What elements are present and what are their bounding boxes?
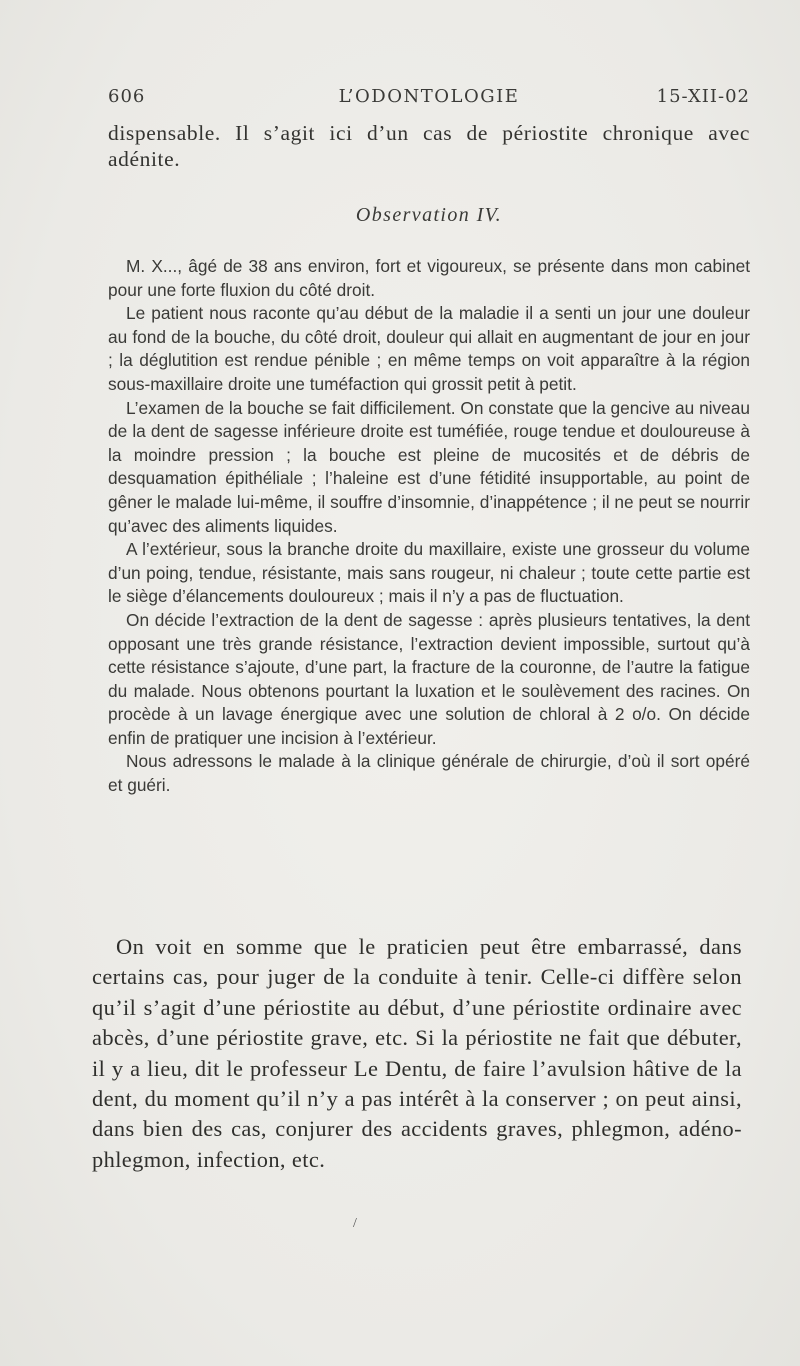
intro-paragraph: dispensable. Il s’agit ici d’un cas de périostite chronique avec adénite. <box>108 121 750 171</box>
observation-paragraph: Nous adressons le malade à la clinique générale de chirurgie, d’où il sort opéré et guéri. <box>108 751 750 796</box>
page-number: 606 <box>108 86 146 107</box>
issue-date: 15-XII-02 <box>656 86 750 107</box>
conclusion-section <box>92 932 742 1175</box>
observation-body <box>108 255 750 798</box>
observation-paragraph: L’examen de la bouche se fait difficilement. On constate que la gencive au niveau de la dent de sagesse inférieure droite est tuméfiée, rouge tendue et douloureuse à la moindre pression ; la bouche est pleine de mucosités et de débris de desquamation épithéliale ; l’haleine est d’une fétidité insupportable, au point de gêner le malade lui-même, il souffre d’insomnie, d’inappétence ; il ne peut se nourrir qu’avec des aliments liquides. <box>108 397 750 536</box>
footer-mark: / <box>353 1216 357 1231</box>
journal-title: L’ODONTOLOGIE <box>338 86 520 107</box>
observation-paragraph: A l’extérieur, sous la branche droite du maxillaire, existe une grosseur du volume d’un poing, tendue, résistante, mais sans rougeur, ni chaleur ; toute cette partie est le siège d’élancements douloureux ; mais il n’y a pas de fluctuation. <box>108 539 750 607</box>
observation-paragraph: Le patient nous raconte qu’au début de la maladie il a senti un jour une douleur au fond de la bouche, du côté droit, douleur qui allait en augmentant de jour en jour ; la déglutition est rendue pénible ; en même temps on voit apparaître à la région sous-maxillaire droite une tuméfaction qui grossit petit à petit. <box>108 303 750 394</box>
running-header <box>108 86 750 114</box>
observation-title: Observation IV. <box>355 204 503 226</box>
observation-paragraph: M. X..., âgé de 38 ans environ, fort et vigoureux, se présente dans mon cabinet pour une forte fluxion du côté droit. <box>108 256 750 300</box>
conclusion-paragraph: On voit en somme que le praticien peut être embarrassé, dans certains cas, pour juger de la conduite à tenir. Celle-ci diffère selon qu’il s’agit d’une périostite au début, d’une périostite ordinaire avec abcès, d’une périostite grave, etc. Si la périostite ne fait que débuter, il y a lieu, dit le professeur Le Dentu, de faire l’avulsion hâtive de la dent, du moment qu’il n’y a pas intérêt à la conserver ; on peut ainsi, dans bien des cas, conjurer des accidents graves, phlegmon, adéno-phlegmon, infection, etc. <box>92 934 742 1172</box>
observation-paragraph: On décide l’extraction de la dent de sagesse : après plusieurs tentatives, la dent opposant une très grande résistance, l’extraction devient impossible, surtout qu’à cette résistance s’ajoute, d’une part, la fracture de la couronne, de l’autre la fatigue du malade. Nous obtenons pourtant la luxation et le soulèvement des racines. On procède à un lavage énergique avec une solution de chloral à 2 o/o. On décide enfin de pratiquer une incision à l’extérieur. <box>108 609 750 748</box>
